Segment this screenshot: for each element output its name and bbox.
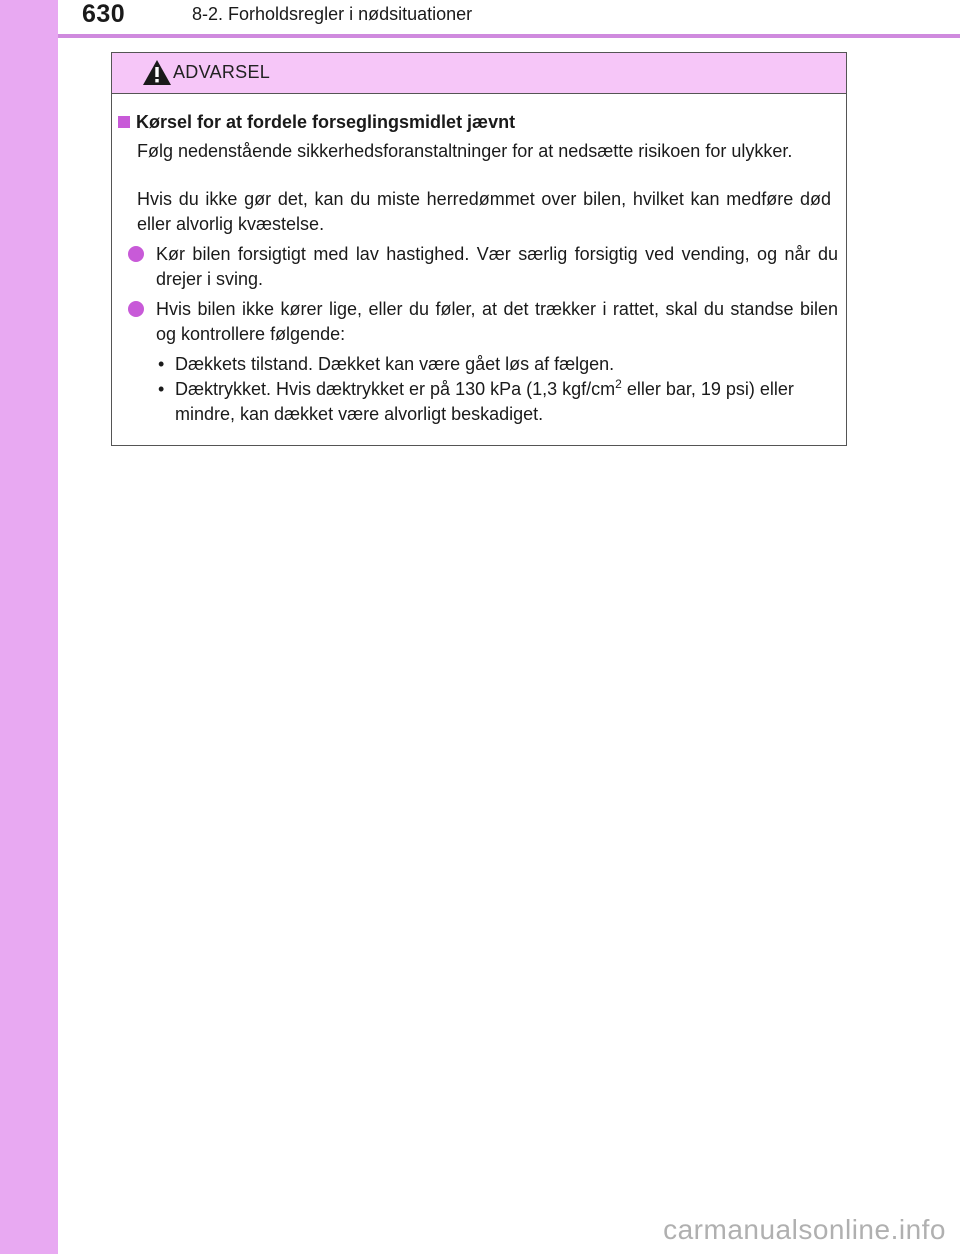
intro-paragraph-1: Følg nedenstående sikkerhedsforanstaltninger for at nedsætte risikoen for ulykker. bbox=[137, 141, 793, 161]
bullet-dot-icon bbox=[128, 246, 144, 262]
warning-box bbox=[111, 52, 847, 446]
heading-square-icon bbox=[118, 116, 130, 128]
header-rule bbox=[58, 34, 960, 38]
sub-bullet-marker: • bbox=[158, 379, 165, 399]
sub-bullet-marker: • bbox=[158, 354, 165, 374]
sub-item-text bbox=[175, 377, 845, 427]
superscript: 2 bbox=[615, 377, 622, 391]
warning-heading-row bbox=[118, 112, 838, 133]
warning-triangle-icon bbox=[142, 59, 172, 86]
sub-item-text-before: Dæktrykket. Hvis dæktrykket er på 130 kPa (1,3 kgf/cm bbox=[175, 379, 616, 399]
warning-heading: Kørsel for at fordele forseglingsmidlet jævnt bbox=[136, 112, 516, 132]
intro-paragraph-2: Hvis du ikke gør det, kan du miste herredømmet over bilen, hvilket kan medføre død eller alvorlig kvæstelse. bbox=[137, 189, 831, 234]
bullet-dot-icon bbox=[128, 301, 144, 317]
warning-label: ADVARSEL bbox=[173, 62, 271, 82]
bullet-text: Hvis bilen ikke kører lige, eller du føler, at det trækker i rattet, skal du standse bilen og kontrollere følgende: bbox=[156, 299, 838, 344]
sub-item-text: Dækkets tilstand. Dækket kan være gået løs af fælgen. bbox=[175, 354, 615, 374]
bullet-text: Kør bilen forsigtigt med lav hastighed. Vær særlig forsigtig ved vending, og når du drejer i sving. bbox=[156, 244, 838, 289]
sub-item-text-after: eller bar, 19 psi) eller mindre, kan dækket være alvorligt beskadiget. bbox=[175, 379, 794, 424]
page-number: 630 bbox=[82, 0, 126, 28]
warning-header bbox=[112, 53, 846, 94]
watermark: carmanualsonline.info bbox=[663, 1214, 946, 1245]
left-color-strip bbox=[0, 0, 58, 1254]
section-title: 8-2. Forholdsregler i nødsituationer bbox=[192, 4, 473, 24]
